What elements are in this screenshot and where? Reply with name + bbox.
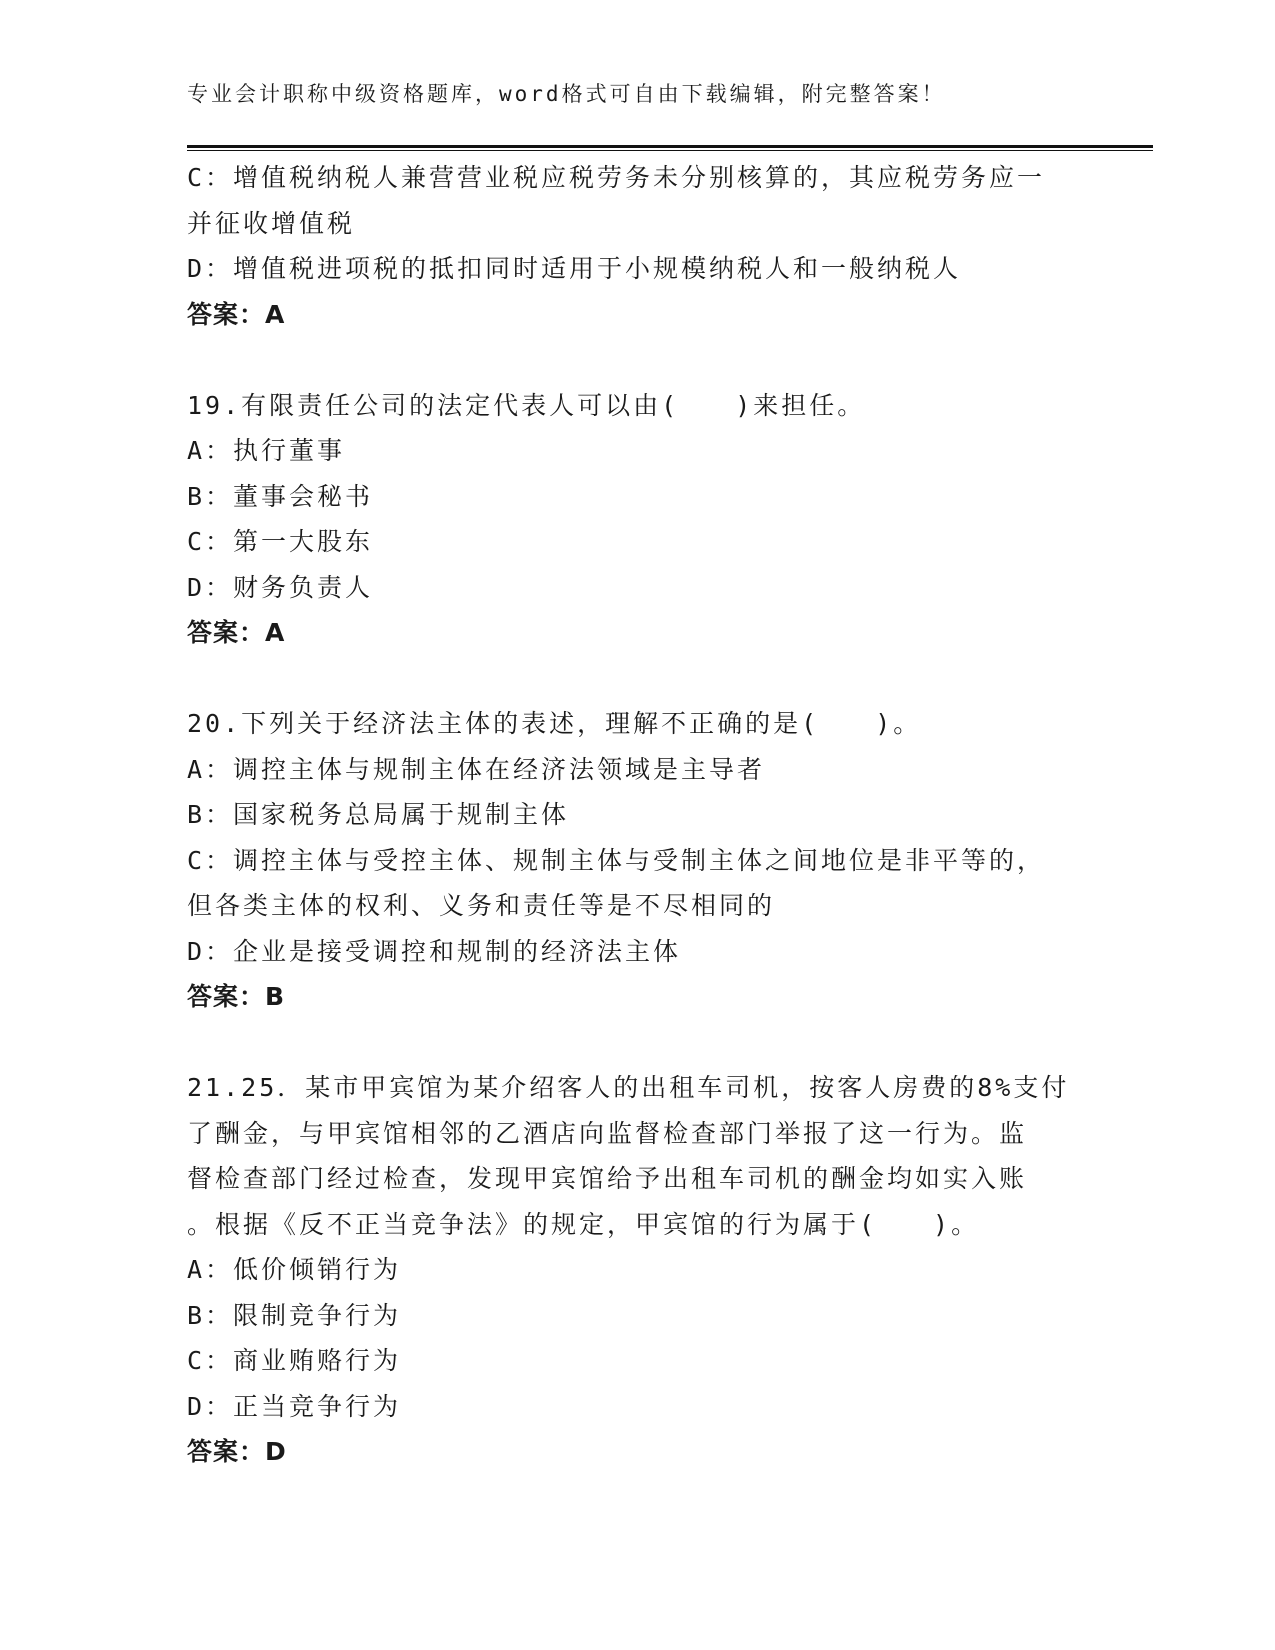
answer: 答案：B — [187, 982, 286, 1011]
question-stem: 19.有限责任公司的法定代表人可以由( )来担任。 — [187, 390, 866, 420]
option-b: B：董事会秘书 — [187, 481, 374, 511]
option-a: A：低价倾销行为 — [187, 1255, 402, 1284]
spacer — [187, 1020, 1107, 1066]
answer: 答案：D — [187, 1437, 287, 1466]
question-stem-continued: 了酬金，与甲宾馆相邻的乙酒店向监督检查部门举报了这一行为。监 — [187, 1118, 1028, 1148]
question-stem: 20.下列关于经济法主体的表述，理解不正确的是( )。 — [187, 709, 922, 738]
answer: 答案：A — [187, 299, 286, 329]
option-d: D：正当竞争行为 — [187, 1391, 402, 1421]
question-21 — [187, 1065, 1107, 1475]
question-stem-continued: 督检查部门经过检查，发现甲宾馆给予出租车司机的酬金均如实入账 — [187, 1164, 1028, 1193]
question-stem-continued: 。根据《反不正当竞争法》的规定，甲宾馆的行为属于( )。 — [187, 1209, 980, 1239]
option-c-continued: 并征收增值税 — [187, 208, 356, 238]
question-stem: 21.25．某市甲宾馆为某介绍客人的出租车司机，按客人房费的8%支付 — [187, 1073, 1070, 1102]
spacer — [187, 656, 1107, 702]
option-a: A：调控主体与规制主体在经济法领域是主导者 — [187, 754, 766, 784]
option-c: C：增值税纳税人兼营营业税应税劳务未分别核算的，其应税劳务应一 — [187, 163, 1046, 192]
question-18-tail — [187, 155, 1107, 337]
spacer — [187, 337, 1107, 383]
header-rule-thin — [187, 150, 1153, 151]
option-c: C：商业贿赂行为 — [187, 1346, 402, 1375]
option-c-continued: 但各类主体的权利、义务和责任等是不尽相同的 — [187, 891, 776, 920]
option-d: D：增值税进项税的抵扣同时适用于小规模纳税人和一般纳税人 — [187, 254, 962, 283]
question-content — [187, 155, 1107, 1475]
header-rule-thick — [187, 145, 1153, 148]
question-19 — [187, 383, 1107, 656]
option-d: D：财务负责人 — [187, 572, 374, 602]
option-c: C：调控主体与受控主体、规制主体与受制主体之间地位是非平等的， — [187, 845, 1046, 875]
question-20 — [187, 701, 1107, 1020]
option-b: B：国家税务总局属于规制主体 — [187, 800, 570, 829]
option-a: A：执行董事 — [187, 436, 346, 465]
option-b: B：限制竞争行为 — [187, 1300, 402, 1330]
page-header: 专业会计职称中级资格题库，word格式可自由下载编辑，附完整答案！ — [187, 82, 946, 106]
answer: 答案：A — [187, 618, 286, 647]
option-d: D：企业是接受调控和规制的经济法主体 — [187, 936, 682, 966]
option-c: C：第一大股东 — [187, 527, 374, 556]
